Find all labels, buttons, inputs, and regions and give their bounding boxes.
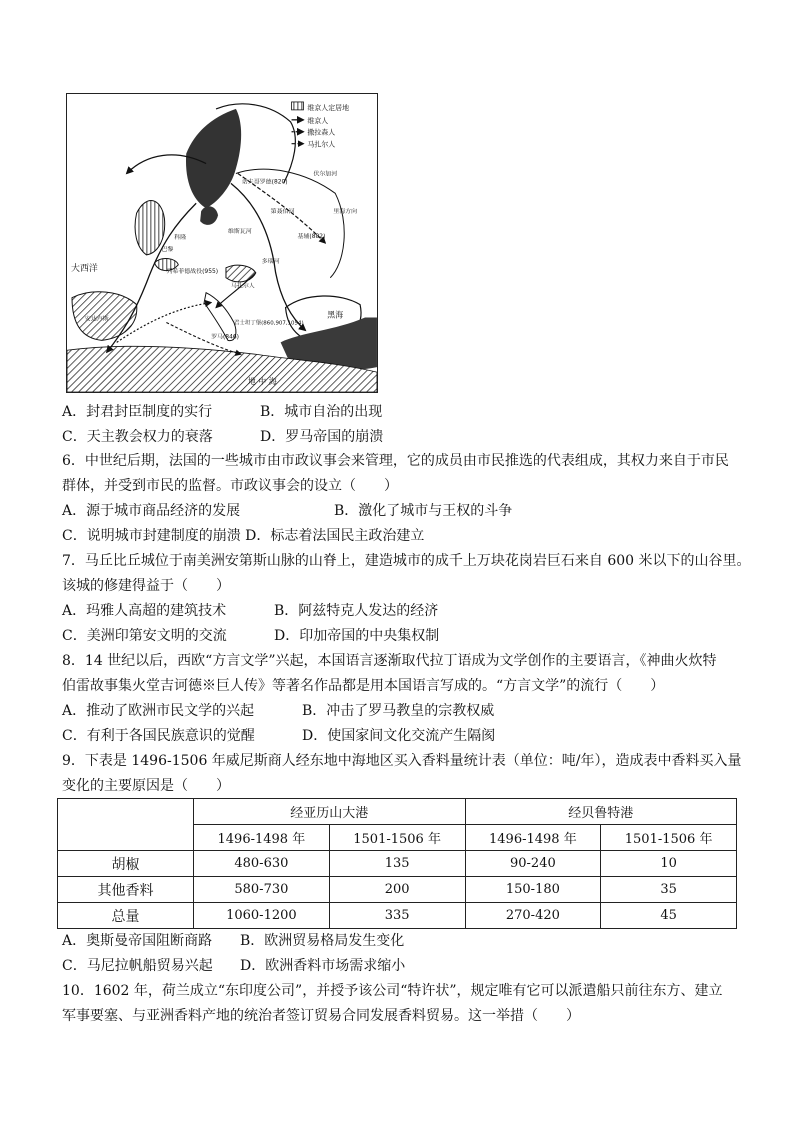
table-cell: 480-630: [194, 851, 330, 877]
label-atlantic: 大西洋: [71, 263, 98, 274]
q7-option-a[interactable]: A．玛雅人高超的建筑技术: [62, 603, 227, 619]
q9-option-a[interactable]: A．奥斯曼帝国阻断商路: [62, 933, 213, 949]
viking-invasion-map: [66, 93, 378, 393]
table-row-label: 胡椒: [58, 851, 194, 877]
table-row: [58, 877, 737, 903]
q10-stem-line1: 10．1602 年，荷兰成立“东印度公司”，并授予该公司“特许状”，规定唯有它可以派遣船只前往东方、建立: [62, 983, 723, 999]
legend-settlement: 维京人定居地: [307, 103, 350, 112]
label-constantinople: 君士坦丁堡(860,907,1054): [233, 320, 304, 327]
legend-magyar: 马扎尔人: [307, 140, 336, 149]
table-port-beirut: 经贝鲁特港: [465, 799, 737, 825]
label-volga: 伏尔加河: [313, 170, 338, 178]
label-spain: 安达卢斯: [84, 315, 109, 323]
label-cologne: 科隆: [174, 234, 187, 242]
q6-stem-line1: 6．中世纪后期，法国的一些城市由市政议事会来管理，它的成员由市民推选的代表组成，其权力来自于市民: [62, 453, 729, 469]
q9-option-c[interactable]: C．马尼拉帆船贸易兴起: [62, 958, 213, 974]
q6-stem-line2: 群体，并受到市民的监督。市政议事会的设立（ ）: [62, 478, 398, 494]
magyar-region: [226, 265, 256, 282]
spice-purchase-table: [57, 798, 737, 929]
table-cell: 35: [601, 877, 737, 903]
q7-option-b[interactable]: B．阿兹特克人发达的经济: [274, 603, 439, 619]
legend-saracen: 撒拉森人: [307, 128, 336, 137]
table-cell: 150-180: [465, 877, 601, 903]
label-rome: 罗马(846): [211, 333, 239, 341]
q7-stem-line2: 该城的修建得益于（ ）: [62, 578, 230, 594]
map-drawing: [67, 94, 377, 392]
table-cell: 335: [329, 903, 465, 929]
russia-region: [236, 169, 344, 278]
table-cell: 1060-1200: [194, 903, 330, 929]
q6-option-cd[interactable]: C．说明城市封建制度的崩溃 D．标志着法国民主政治建立: [62, 528, 425, 544]
label-paris: 巴黎: [161, 245, 174, 253]
denmark-land: [200, 206, 218, 225]
table-port-alexandria: 经亚历山大港: [194, 799, 466, 825]
british-isles: [135, 201, 165, 255]
q8-stem-line1: 8．14 世纪以后，西欧“方言文学”兴起，本国语言逐渐取代拉丁语成为文学创作的主要语言，《神曲火炊特: [62, 653, 717, 669]
q6-option-a[interactable]: A．源于城市商品经济的发展: [62, 503, 241, 519]
map-legend: [292, 102, 350, 149]
q5-option-c[interactable]: C．天主教会权力的衰落: [62, 429, 213, 445]
q5-option-a[interactable]: A．封君封臣制度的实行: [62, 404, 213, 420]
table-row: [58, 851, 737, 877]
table-cell: 90-240: [465, 851, 601, 877]
q8-option-b[interactable]: B．冲击了罗马教皇的宗教权威: [302, 703, 495, 719]
table-period-2: 1501-1506 年: [329, 825, 465, 851]
table-period-3: 1496-1498 年: [465, 825, 601, 851]
q9-stem-line1: 9．下表是 1496-1506 年威尼斯商人经东地中海地区买入香料量统计表（单位：吨/年），造成表中香料买入量: [62, 753, 742, 769]
q10-stem-line2: 军事要塞、与亚洲香料产地的统治者签订贸易合同发展香料贸易。这一举措（ ）: [62, 1008, 580, 1024]
label-caspian: 里海方向: [333, 208, 358, 216]
table-corner-cell: [58, 799, 194, 851]
q9-stem-line2: 变化的主要原因是（ ）: [62, 778, 230, 794]
table-cell: 45: [601, 903, 737, 929]
q8-stem-line2: 伯雷故事集火堂吉诃德※巨人传》等著名作品都是用本国语言写成的。“方言文学”的流行（ ）: [62, 678, 665, 694]
table-header-row-1: [58, 799, 737, 825]
legend-viking: 维京人: [307, 116, 329, 125]
label-kiev: 基辅(882): [297, 233, 326, 241]
table-cell: 580-730: [194, 877, 330, 903]
q8-option-a[interactable]: A．推动了欧洲市民文学的兴起: [62, 703, 255, 719]
label-danube: 多瑙河: [261, 257, 280, 265]
table-row: [58, 903, 737, 929]
q5-option-b[interactable]: B．城市自治的出现: [260, 404, 383, 420]
table-cell: 10: [601, 851, 737, 877]
q5-option-d[interactable]: D．罗马帝国的崩溃: [260, 429, 384, 445]
label-955: 列希菲德战役(955): [166, 267, 219, 275]
label-vistula: 维斯瓦河: [227, 228, 252, 236]
table-cell: 135: [329, 851, 465, 877]
table-cell: 200: [329, 877, 465, 903]
label-mediterranean: 地 中 海: [247, 377, 277, 387]
q8-option-c[interactable]: C．有利于各国民族意识的觉醒: [62, 728, 255, 744]
table-cell: 270-420: [465, 903, 601, 929]
label-dnieper: 第聂伯河: [270, 208, 295, 216]
label-magyar: 马扎尔人: [230, 282, 255, 290]
q8-option-d[interactable]: D．使国家间文化交流产生隔阂: [302, 728, 496, 744]
table-period-1: 1496-1498 年: [194, 825, 330, 851]
q7-option-c[interactable]: C．美洲印第安文明的交流: [62, 628, 227, 644]
q7-option-d[interactable]: D．印加帝国的中央集权制: [274, 628, 440, 644]
table-row-label: 其他香料: [58, 877, 194, 903]
table-period-4: 1501-1506 年: [601, 825, 737, 851]
label-novgorod: 诺夫哥罗德(820): [241, 178, 288, 186]
q6-option-b[interactable]: B．激化了城市与王权的斗争: [334, 503, 513, 519]
q7-stem-line1: 7．马丘比丘城位于南美洲安第斯山脉的山脊上，建造城市的成千上万块花岗岩巨石来自 600 米以下的山谷里。: [62, 553, 751, 569]
label-black-sea: 黑海: [327, 310, 344, 320]
table-row-label: 总量: [58, 903, 194, 929]
q9-option-d[interactable]: D．欧洲香料市场需求缩小: [240, 958, 406, 974]
q9-option-b[interactable]: B．欧洲贸易格局发生变化: [240, 933, 405, 949]
